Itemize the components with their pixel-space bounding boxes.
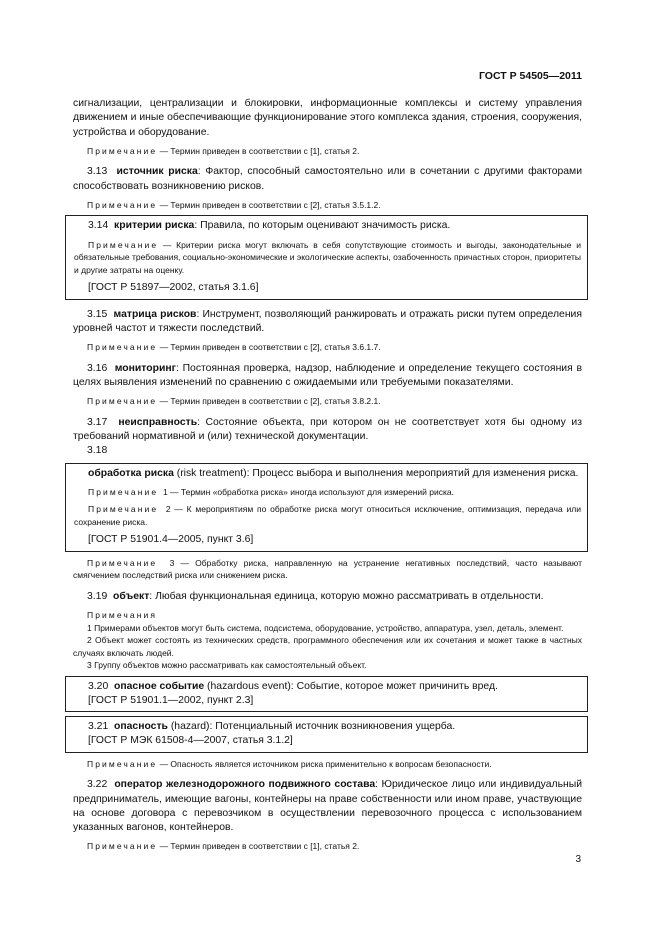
paragraph-continuation: сигнализации, централизации и блокировки, информационные комплексы и систему управления движением и иные обеспечивающие функционирование этого комплекса здания, строения, сооружения, устройства и оборудование. [73, 98, 582, 138]
note-3-15: Примечание — Термин приведен в соответствии с [2], статья 3.6.1.7. [87, 342, 381, 353]
note-3-12: Примечание — Термин приведен в соответствии с [1], статья 2. [87, 145, 360, 156]
term-box-3-20 [65, 676, 588, 713]
term-3-18: обработка риска (risk treatment): Процесс выбора и выполнения мероприятий для изменения риска. [88, 467, 579, 479]
reference-3-14: [ГОСТ Р 51897—2002, статья 3.1.6] [88, 282, 259, 294]
term-3-20: 3.20 опасное событие (hazardous event): Событие, которое может причинить вред. [88, 680, 498, 692]
term-box-3-14 [65, 215, 588, 299]
term-number-3-18: 3.18 [87, 445, 108, 457]
term-3-15: 3.15 матрица рисков: Инструмент, позволяющий ранжировать и отражать риски путем определения уровней частот и тяжести последствий. [73, 308, 582, 334]
term-box-3-21 [65, 716, 588, 753]
note-3-13: Примечание — Термин приведен в соответствии с [2], статья 3.5.1.2. [87, 199, 381, 210]
note-3-14: Примечание — Критерии риска могут включать в себя сопутствующие стоимость и выгоды, законодательные и обязательные требования, социально-экономические и экологические аспекты, озабоченность причастных сторон, приоритеты и другие затраты на оценку. [74, 239, 581, 275]
term-3-21: 3.21 опасность (hazard): Потенциальный источник возникновения ущерба. [88, 721, 456, 733]
notes-heading-3-19: Примечания [87, 610, 158, 621]
term-3-19: 3.19 объект: Любая функциональная единица, которую можно рассматривать в отдельности. [87, 590, 544, 602]
term-3-13: 3.13 источник риска: Фактор, способный самостоятельно или в сочетании с другими факторами способствовать возникновению рисков. [73, 166, 583, 192]
note-3-19-3: 3 Группу объектов можно рассматривать как самостоятельный объект. [87, 660, 367, 671]
page-number: 3 [575, 854, 581, 865]
note-3-21: Примечание — Опасность является источником риска применительно к вопросам безопасности. [87, 758, 492, 769]
document-body [73, 97, 582, 853]
term-box-3-18 [65, 463, 588, 552]
reference-3-20: [ГОСТ Р 51901.1—2002, пункт 2.3] [88, 694, 254, 706]
note-3-16: Примечание — Термин приведен в соответствии с [2], статья 3.8.2.1. [87, 396, 381, 407]
note-3-18-3: Примечание 3 — Обработку риска, направленную на устранение негативных последствий, часто называют смягчением последствий риска или снижением риска. [73, 557, 582, 581]
note-3-19-1: 1 Примерами объектов могут быть система, подсистема, оборудование, устройство, аппаратура, узел, деталь, элемент. [87, 622, 564, 633]
note-3-18-2: Примечание 2 — К мероприятиям по обработке риска могут относиться исключение, оптимизация, передача или сохранение риска. [74, 504, 581, 527]
note-3-18-1: Примечание 1 — Термин «обработка риска» иногда используют для измерений риска. [88, 486, 455, 497]
note-3-22: Примечание — Термин приведен в соответствии с [1], статья 2. [87, 841, 360, 852]
note-3-19-2: 2 Объект может состоять из технических средств, программного обеспечения или их сочетания и может также в частных случаях включать людей. [73, 635, 582, 658]
term-3-17: 3.17 неисправность: Состояние объекта, при котором он не соответствует хотя бы одному из требований нормативной и (или) технической документации. [73, 416, 582, 443]
reference-3-18: [ГОСТ Р 51901.4—2005, пункт 3.6] [88, 534, 254, 546]
term-3-22: 3.22 оператор железнодорожного подвижного состава: Юридическое лицо или индивидуальный предприниматель, имеющие вагоны, контейнеры на праве собственности или ином праве, участвующие на основе договора с перевозчиком в осуществлении перевозочного процесса с использованием указанных вагонов, контейнеров. [73, 779, 583, 834]
document-header: ГОСТ Р 54505—2011 [478, 70, 582, 82]
term-3-16: 3.16 мониторинг: Постоянная проверка, надзор, наблюдение и определение текущего состояния в целях выявления изменений по сравнению с ожидаемыми или требуемыми показателями. [73, 362, 582, 388]
term-3-14: 3.14 критерии риска: Правила, по которым оценивают значимость риска. [88, 220, 451, 232]
reference-3-21: [ГОСТ Р МЭК 61508-4—2007, статья 3.1.2] [88, 735, 293, 747]
